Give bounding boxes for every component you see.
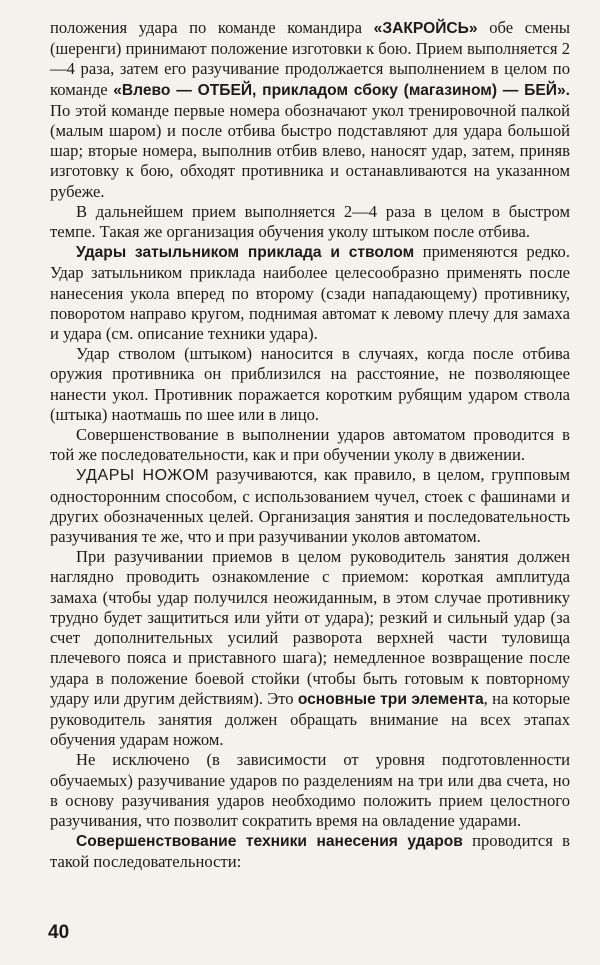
p6-text: разучиваются, как правило, в целом, групповым односторонним способом, с использованием чучел, стоек с фашинами и других обозначенных целей. Организация занятия и последовательность разучивания те же, что и при разучивании уколов автоматом. — [50, 465, 570, 547]
heading-knife-strikes: УДАРЫ НОЖОМ — [76, 467, 210, 485]
command-zakroys: «ЗАКРОЙСЬ» — [373, 20, 478, 37]
p3-text: применяются редко. Удар затыльником приклада наиболее целесообразно применять после нанесения укола вперед по второму (сзади нападающему) противнику, поворотом направо кругом, поднимая автомат к левому плечу для замаха и удара (см. описание техники удара). — [50, 242, 570, 344]
p1-text-b: обе смены (шеренги) принимают положение изготовки к бою. Прием выполняется 2—4 раза, затем его разучивание продолжается выполнением в целом по команде — [50, 18, 570, 99]
p7-text-b: , на которые руководитель занятия должен обращать внимание на всех этапах обучения ударам ножом. — [50, 688, 570, 750]
paragraph-6 — [50, 465, 570, 547]
heading-improvement: Совершенствование техники нанесения ударов — [76, 833, 463, 851]
p7-text-a: При разучивании приемов в целом руководитель занятия должен наглядно проводить ознакомление с приемом: короткая амплитуда замаха (чтобы удар получился неожиданным, в этом случае противнику трудно будет защититься или уйти от удара); резкий и сильный удар (за счет дополнительных усилий разворота верхней части туловища плечевого пояса и приставного шага); немедленное возвращение после удара в положение боевой стойки (чтобы быть готовым к повторному удару или другим действиям). Это — [50, 547, 570, 708]
paragraph-8: Не исключено (в зависимости от уровня подготовленности обучаемых) разучивание ударов по разделениям на три или два счета, но в основу разучивания ударов необходимо положить прием целостного разучивания, что позволит сократить время на овладение ударами. — [50, 750, 570, 830]
paragraph-3 — [50, 242, 570, 344]
heading-butt-strikes: Удары затыльником приклада и стволом — [76, 244, 415, 262]
paragraph-9 — [50, 831, 570, 872]
command-otbey-bey: «Влево — ОТБЕЙ, прикладом сбоку (магазином) — БЕЙ». — [113, 81, 570, 99]
paragraph-4: Удар стволом (штыком) наносится в случаях, когда после отбива оружия противника он приблизился на расстояние, не позволяющее нанести укол. Противник поражается коротким рубящим ударом ствола (штыка) наотмашь по шее или в лицо. — [50, 344, 570, 424]
p1-text-c: По этой команде первые номера обозначают укол тренировочной палкой (малым шаром) и после отбива быстро подставляют для удара большой шар; вторые номера, выполнив отбив влево, наносят удар, затем, приняв изготовку к бою, обходят противника и останавливаются на указанном рубеже. — [50, 100, 570, 201]
p9-text: проводится в такой последовательности: — [50, 831, 570, 872]
paragraph-5: Совершенствование в выполнении ударов автоматом проводится в той же последовательности, как и при обучении уколу в движении. — [50, 425, 570, 465]
paragraph-2: В дальнейшем прием выполняется 2—4 раза в целом в быстром темпе. Такая же организация обучения уколу штыком после отбива. — [50, 201, 570, 242]
page-body — [50, 18, 570, 873]
page-number: 40 — [48, 922, 70, 943]
three-elements: основные три элемента — [297, 690, 484, 708]
p1-text-a: положения удара по команде командира — [50, 18, 374, 37]
paragraph-1 — [50, 18, 570, 202]
paragraph-7 — [50, 547, 570, 750]
